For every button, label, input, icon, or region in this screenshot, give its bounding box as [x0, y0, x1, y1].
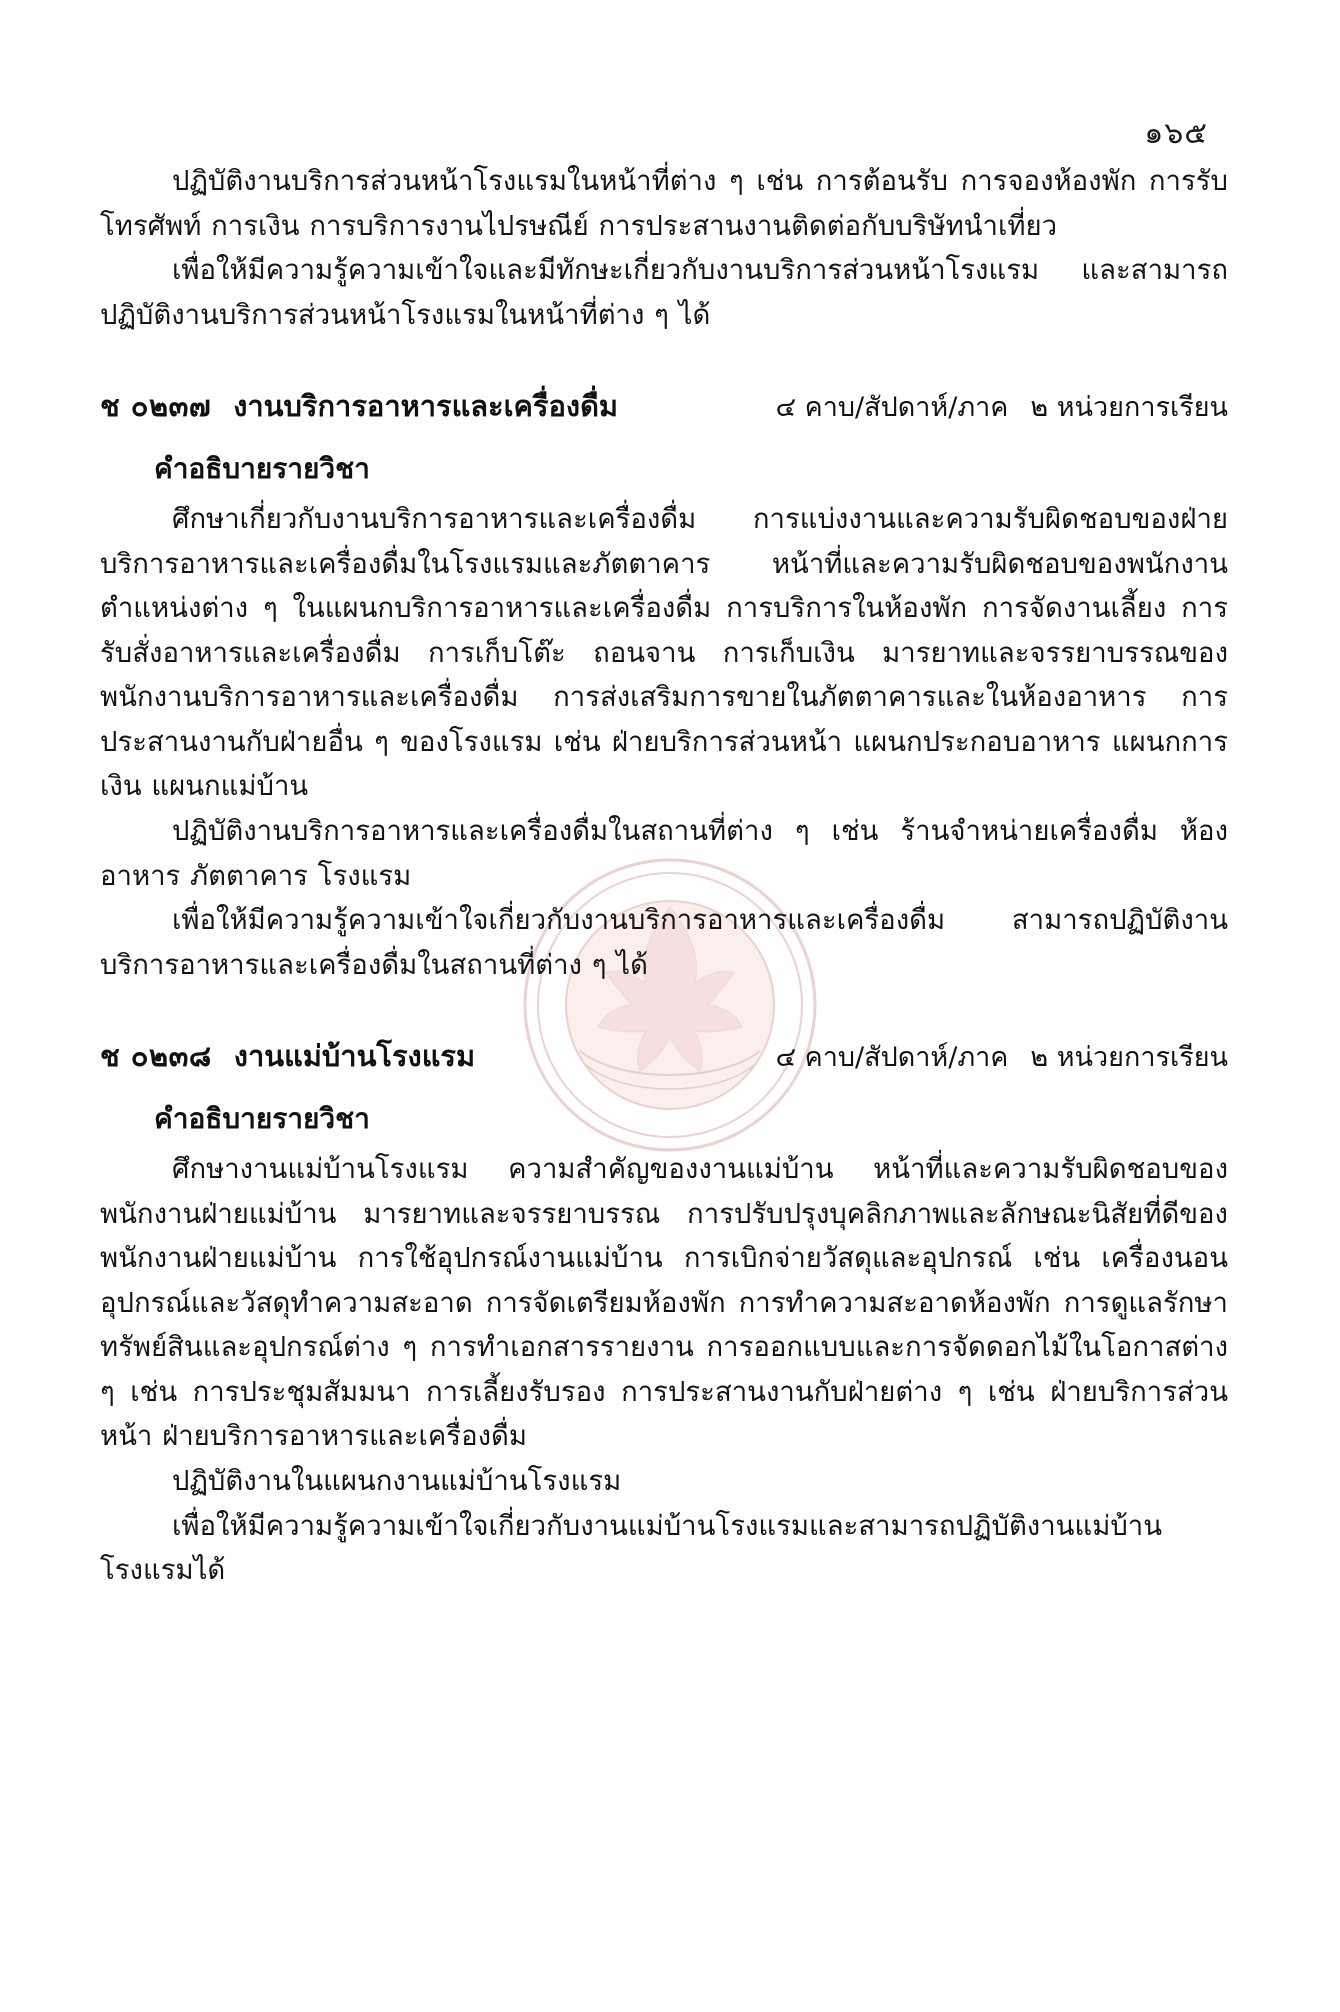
course-periods: ๔ คาบ/สัปดาห์/ภาค: [775, 1042, 1009, 1074]
course-credits: ๒ หน่วยการเรียน: [1030, 1042, 1228, 1074]
course-title: งานบริการอาหารและเครื่องดื่ม: [233, 389, 619, 424]
course-description-heading-0: คำอธิบายรายวิชา: [154, 452, 370, 486]
course-0-paragraph-3: เพื่อให้มีความรู้ความเข้าใจเกี่ยวกับงานบริการอาหารและเครื่องดื่ม สามารถปฏิบัติงานบริการอาหารและเครื่องดื่มในสถานที่ต่าง ๆ ได้: [100, 904, 1228, 981]
course-1-paragraph-2: ปฏิบัติงานในแผนกงานแม่บ้านโรงแรม: [172, 1465, 622, 1498]
course-0-paragraph-1: ศึกษาเกี่ยวกับงานบริการอาหารและเครื่องดื่ม การแบ่งงานและความรับผิดชอบของฝ่ายบริการอาหารและเครื่องดื่มในโรงแรมและภัตตาคาร หน้าที่และความรับผิดชอบของพนักงานตำแหน่งต่าง ๆ ในแผนกบริการอาหารและเครื่องดื่ม การบริการในห้องพัก การจัดงานเลี้ยง การรับสั่งอาหารและเครื่องดื่ม การเก็บโต๊ะ ถอนจาน การเก็บเงิน มารยาทและจรรยาบรรณของพนักงานบริการอาหารและเครื่องดื่ม การส่งเสริมการขายในภัตตาคารและในห้องอาหาร การประสานงานกับฝ่ายอื่น ๆ ของโรงแรม เช่น ฝ่ายบริการส่วนหน้า แผนกประกอบอาหาร แผนกการเงิน แผนกแม่บ้าน: [100, 503, 1228, 803]
course-credits: ๒ หน่วยการเรียน: [1030, 392, 1228, 424]
course-meta: [776, 385, 1228, 428]
course-1-paragraph-3: เพื่อให้มีความรู้ความเข้าใจเกี่ยวกับงานแม่บ้านโรงแรมและสามารถปฏิบัติงานแม่บ้านโรงแรมได้: [100, 1509, 1163, 1587]
intro-paragraph-2: เพื่อให้มีความรู้ความเข้าใจและมีทักษะเกี่ยวกับงานบริการส่วนหน้าโรงแรม และสามารถปฏิบัติงานบริการส่วนหน้าโรงแรมในหน้าที่ต่าง ๆ ได้: [100, 254, 1228, 331]
course-code: ช ๐๒๓๗: [100, 389, 212, 424]
intro-paragraph-1: ปฏิบัติงานบริการส่วนหน้าโรงแรมในหน้าที่ต่าง ๆ เช่น การต้อนรับ การจองห้องพัก การรับโทรศัพท์ การเงิน การบริการงานไปรษณีย์ การประสานงานติดต่อกับบริษัทนำเที่ยว: [100, 165, 1228, 242]
course-code: ช ๐๒๓๘: [100, 1039, 212, 1074]
course-heading-1: [100, 1033, 1228, 1079]
course-meta: [776, 1035, 1228, 1078]
intro-block: [100, 159, 1228, 337]
course-0-paragraph-2: ปฏิบัติงานบริการอาหารและเครื่องดื่มในสถานที่ต่าง ๆ เช่น ร้านจำหน่ายเครื่องดื่ม ห้องอาหาร ภัตตาคาร โรงแรม: [100, 815, 1228, 892]
course-description-heading-1: คำอธิบายรายวิชา: [154, 1102, 370, 1136]
course-title: งานแม่บ้านโรงแรม: [233, 1039, 476, 1074]
course-periods: ๔ คาบ/สัปดาห์/ภาค: [775, 392, 1009, 424]
page-number: ๑๖๕: [1144, 116, 1208, 151]
course-1-paragraph-1: ศึกษางานแม่บ้านโรงแรม ความสำคัญของงานแม่บ้าน หน้าที่และความรับผิดชอบของพนักงานฝ่ายแม่บ้าน มารยาทและจรรยาบรรณ การปรับปรุงบุคลิกภาพและลักษณะนิสัยที่ดีของพนักงานฝ่ายแม่บ้าน การใช้อุปกรณ์งานแม่บ้าน การเบิกจ่ายวัสดุและอุปกรณ์ เช่น เครื่องนอน อุปกรณ์และวัสดุทำความสะอาด การจัดเตรียมห้องพัก การทำความสะอาดห้องพัก การดูแลรักษาทรัพย์สินและอุปกรณ์ต่าง ๆ การทำเอกสารรายงาน การออกแบบและการจัดดอกไม้ในโอกาสต่าง ๆ เช่น การประชุมสัมมนา การเลี้ยงรับรอง การประสานงานกับฝ่ายต่าง ๆ เช่น ฝ่ายบริการส่วนหน้า ฝ่ายบริการอาหารและเครื่องดื่ม: [100, 1153, 1228, 1453]
course-heading-0: [100, 383, 1228, 429]
